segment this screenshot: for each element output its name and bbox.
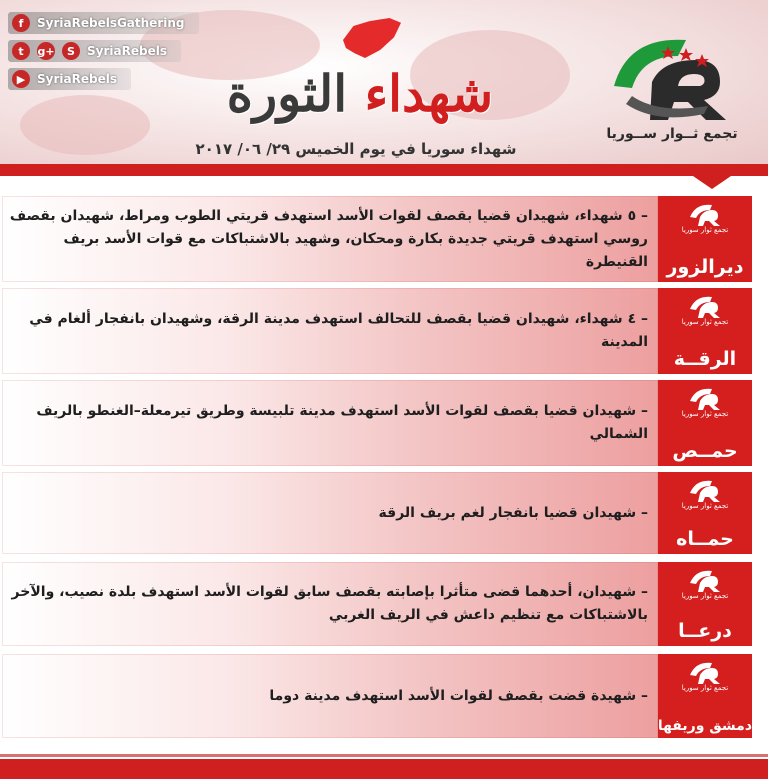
city-badge — [658, 288, 752, 374]
city-badge — [658, 472, 752, 554]
badge-logo-caption: تجمع ثوار سوريا — [681, 226, 729, 234]
badge-logo-icon — [686, 567, 722, 593]
badge-logo-icon — [686, 477, 722, 503]
badge-logo-icon — [686, 201, 722, 227]
row-text-content: – شهيدان قضيا بانفجار لغم بريف الرقة — [378, 504, 648, 521]
city-badge — [658, 562, 752, 646]
list-item — [0, 196, 768, 282]
city-name: حمــص — [672, 440, 738, 462]
social-links-row — [8, 40, 181, 62]
badge-logo-icon — [686, 385, 722, 411]
top-divider-bar — [0, 164, 768, 176]
google-plus-icon[interactable]: g+ — [37, 42, 55, 60]
list-item — [0, 380, 768, 466]
row-text-content: – ٥ شهداء، شهيدان قضيا بقصف لقوات الأسد استهدف قريتي الطوب ومراط، شهيدان بقصف روسي استهدف قريتي جديدة بكارة ومحكان، وشهيد بالاشتباكات مع قوات الأسد بريف القنيطرة — [9, 207, 648, 270]
twitter-icon[interactable]: t — [12, 42, 30, 60]
youtube-icon: ▶ — [12, 70, 30, 88]
row-text-content: – شهيدان قضيا بقصف لقوات الأسد استهدف مدينة تلبيسة وطريق تيرمعلة–الغنطو بالريف الشمالي — [36, 403, 648, 442]
page-title — [210, 64, 510, 123]
row-text — [4, 288, 654, 374]
city-name: حمــاه — [676, 528, 734, 550]
world-map-shape — [20, 95, 150, 155]
youtube-handle: SyriaRebels — [37, 72, 117, 86]
bottom-divider-line — [0, 754, 768, 757]
row-text — [4, 472, 654, 554]
facebook-link[interactable] — [8, 12, 199, 34]
badge-logo-caption: تجمع ثوار سوريا — [681, 592, 729, 600]
row-text-content: – ٤ شهداء، شهيدان قضيا بقصف للتحالف استهدف مدينة الرقة، وشهيدان بانفجار ألغام في المدينة — [29, 311, 648, 350]
facebook-handle: SyriaRebelsGathering — [37, 16, 185, 30]
row-text-content: – شهيدة قضت بقصف لقوات الأسد استهدف مدينة دوما — [269, 687, 648, 704]
city-badge — [658, 196, 752, 282]
city-name: الرقــة — [673, 348, 737, 370]
row-text — [4, 654, 654, 738]
list-item — [0, 654, 768, 738]
youtube-link[interactable] — [8, 68, 131, 90]
row-text-content: – شهيدان، أحدهما قضى متأثرا بإصابته بقصف سابق لقوات الأسد استهدف بلدة نصيب، والآخر بالاشتباكات مع تنظيم داعش في الريف الغربي — [11, 584, 648, 623]
row-text — [4, 562, 654, 646]
syria-rebels-gathering-logo — [608, 26, 736, 124]
row-text — [4, 380, 654, 466]
facebook-icon: f — [12, 14, 30, 32]
page-subtitle: شهداء سوريا في يوم الخميس ٢٩/ ٠٦/ ٢٠١٧ — [195, 140, 517, 158]
title-word-revolution: الثورة — [226, 64, 348, 123]
badge-logo-caption: تجمع ثوار سوريا — [681, 502, 729, 510]
badge-logo-icon — [686, 293, 722, 319]
title-word-martyrs: شهداء — [364, 64, 494, 123]
badge-logo-caption: تجمع ثوار سوريا — [681, 318, 729, 326]
skype-icon[interactable]: S — [62, 42, 80, 60]
twitter-handle[interactable]: SyriaRebels — [87, 44, 167, 58]
list-item — [0, 288, 768, 374]
city-badge — [658, 380, 752, 466]
badge-logo-icon — [686, 659, 722, 685]
down-arrow-icon — [693, 176, 731, 189]
list-item — [0, 472, 768, 554]
city-name: دمشق وريفها — [658, 718, 752, 734]
city-badge — [658, 654, 752, 738]
header-banner — [0, 0, 768, 170]
row-text — [4, 196, 654, 282]
badge-logo-caption: تجمع ثوار سوريا — [681, 684, 729, 692]
syria-map-icon — [343, 18, 401, 58]
list-item — [0, 562, 768, 646]
badge-logo-caption: تجمع ثوار سوريا — [681, 410, 729, 418]
city-name: ديرالزور — [666, 256, 744, 278]
bottom-divider-bar — [0, 759, 768, 779]
city-name: درعــا — [678, 620, 732, 642]
logo-caption: تجمع ثــوار ســوريا — [606, 126, 738, 142]
